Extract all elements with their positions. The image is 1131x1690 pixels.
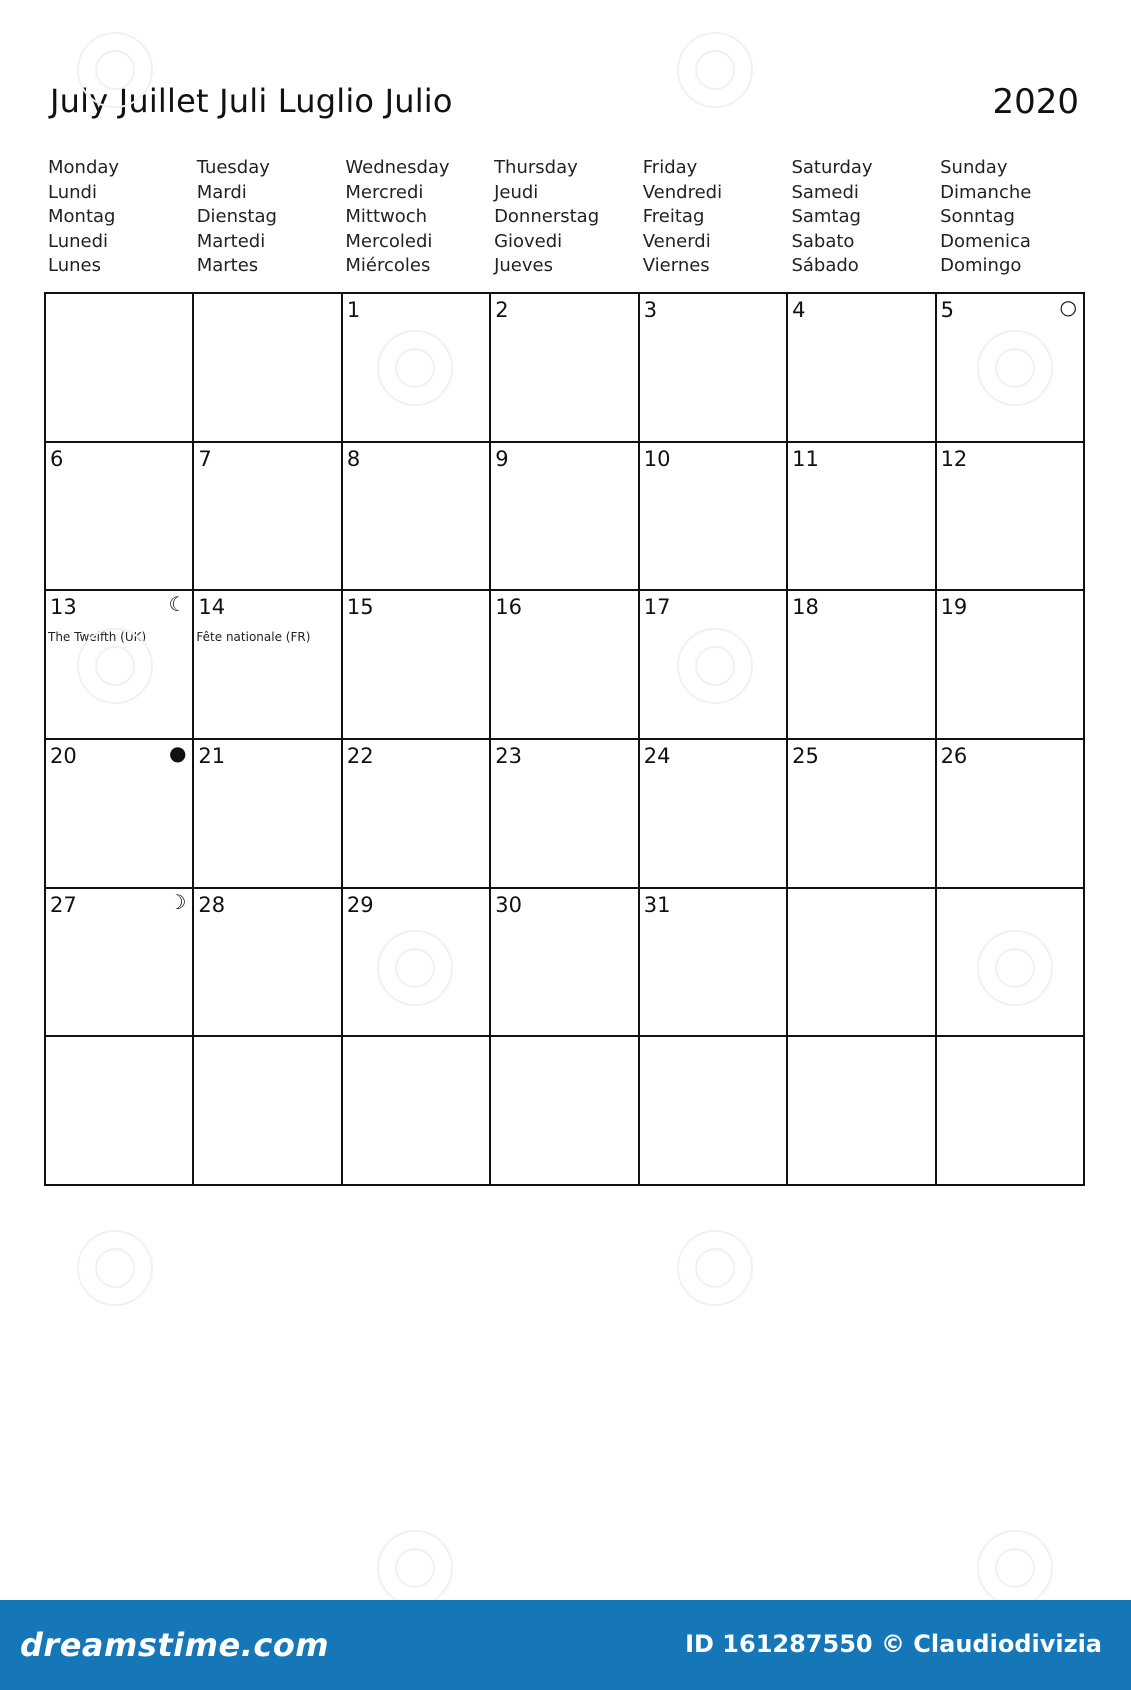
watermark-swirl-icon bbox=[677, 1230, 753, 1306]
weekday-de: Mittwoch bbox=[345, 206, 428, 228]
day-number: 15 bbox=[346, 595, 374, 620]
watermark-swirl-icon bbox=[677, 628, 753, 704]
day-number: 23 bbox=[495, 744, 523, 768]
day-number: 1 bbox=[346, 298, 361, 322]
calendar-empty-cell bbox=[46, 294, 194, 443]
day-number: 24 bbox=[643, 744, 671, 768]
calendar-day-cell bbox=[491, 889, 639, 1038]
calendar-day-cell bbox=[937, 443, 1085, 592]
weekday-it: Venerdi bbox=[642, 230, 711, 252]
calendar-empty-cell bbox=[640, 1037, 788, 1186]
day-number: 25 bbox=[792, 744, 819, 768]
day-number: 2 bbox=[495, 298, 509, 322]
weekday-header-thursday bbox=[490, 156, 639, 279]
weekday-en: Saturday bbox=[791, 157, 873, 178]
day-number: 31 bbox=[643, 892, 671, 917]
watermark-swirl-icon bbox=[377, 930, 453, 1006]
weekday-fr: Vendredi bbox=[642, 181, 723, 203]
calendar-day-cell bbox=[343, 443, 491, 592]
watermark-swirl-icon bbox=[977, 930, 1053, 1006]
weekday-es: Sábado bbox=[791, 255, 859, 277]
weekday-fr: Mercredi bbox=[345, 181, 424, 203]
calendar-day-cell bbox=[194, 443, 342, 592]
day-number: 26 bbox=[940, 744, 968, 768]
calendar-day-cell bbox=[640, 294, 788, 443]
watermark-swirl-icon bbox=[977, 1530, 1053, 1606]
calendar-day-cell bbox=[640, 889, 788, 1038]
calendar-day-cell bbox=[788, 443, 936, 592]
weekday-fr: Lundi bbox=[48, 181, 97, 203]
calendar-empty-cell bbox=[194, 1037, 342, 1186]
day-number: 13 bbox=[50, 595, 77, 620]
weekday-it: Giovedi bbox=[494, 230, 563, 252]
weekday-header-sunday bbox=[936, 156, 1085, 279]
day-number: 6 bbox=[50, 446, 64, 471]
day-number: 3 bbox=[643, 298, 658, 322]
footer-bar bbox=[0, 1600, 1131, 1690]
calendar-day-cell bbox=[640, 740, 788, 889]
day-number: 27 bbox=[50, 892, 77, 917]
weekday-es: Domingo bbox=[940, 255, 1022, 277]
weekday-de: Donnerstag bbox=[494, 206, 600, 228]
weekday-en: Tuesday bbox=[196, 157, 270, 178]
holiday-label: The Twelfth (UK) bbox=[48, 630, 147, 645]
weekday-es: Miércoles bbox=[345, 255, 431, 277]
calendar-title: July Juillet Juli Luglio Julio bbox=[50, 82, 453, 120]
calendar-empty-cell bbox=[937, 1037, 1085, 1186]
moon-phase-icon: ● bbox=[168, 741, 187, 765]
weekday-it: Domenica bbox=[940, 230, 1031, 252]
calendar-empty-cell bbox=[46, 1037, 194, 1186]
watermark-swirl-icon bbox=[377, 330, 453, 406]
day-number: 12 bbox=[940, 446, 968, 471]
image-id-credit: ID 161287550 © Claudiodivizia bbox=[685, 1630, 1102, 1658]
weekday-fr: Dimanche bbox=[940, 181, 1032, 203]
day-number: 8 bbox=[346, 446, 361, 471]
moon-phase-icon: ○ bbox=[1059, 295, 1077, 319]
calendar-day-cell bbox=[343, 740, 491, 889]
calendar-day-cell bbox=[491, 443, 639, 592]
day-number: 22 bbox=[346, 744, 374, 768]
weekday-en: Thursday bbox=[494, 157, 578, 178]
day-number: 4 bbox=[792, 298, 806, 322]
weekday-fr: Mardi bbox=[196, 181, 247, 203]
weekday-en: Sunday bbox=[940, 157, 1008, 178]
weekday-en: Wednesday bbox=[345, 157, 450, 178]
calendar-year: 2020 bbox=[992, 82, 1079, 122]
weekday-header-saturday bbox=[787, 156, 936, 279]
calendar-day-cell bbox=[937, 591, 1085, 740]
calendar-empty-cell bbox=[194, 294, 342, 443]
weekday-de: Sonntag bbox=[940, 206, 1015, 228]
calendar-day-cell bbox=[788, 740, 936, 889]
watermark-swirl-icon bbox=[677, 32, 753, 108]
moon-phase-icon: ☽ bbox=[168, 889, 187, 914]
moon-phase-icon: ☾ bbox=[168, 592, 187, 617]
calendar-empty-cell bbox=[491, 1037, 639, 1186]
weekday-en: Monday bbox=[48, 157, 120, 178]
weekday-de: Dienstag bbox=[196, 206, 277, 228]
calendar-day-cell bbox=[788, 591, 936, 740]
weekday-de: Samtag bbox=[791, 206, 861, 228]
calendar-day-cell bbox=[788, 294, 936, 443]
day-number: 10 bbox=[643, 446, 671, 471]
calendar-day-cell bbox=[937, 740, 1085, 889]
weekday-fr: Samedi bbox=[791, 181, 859, 203]
weekday-es: Lunes bbox=[48, 255, 101, 277]
weekday-en: Friday bbox=[642, 157, 698, 178]
day-number: 9 bbox=[495, 446, 509, 471]
day-number: 21 bbox=[198, 744, 226, 768]
weekday-es: Martes bbox=[196, 255, 259, 277]
calendar-day-cell bbox=[194, 591, 342, 740]
day-number: 18 bbox=[792, 595, 819, 620]
watermark-swirl-icon bbox=[377, 1530, 453, 1606]
calendar-day-cell bbox=[194, 740, 342, 889]
weekday-fr: Jeudi bbox=[494, 181, 539, 203]
weekday-header-wednesday bbox=[341, 156, 490, 279]
weekday-de: Freitag bbox=[642, 206, 705, 228]
calendar-day-cell bbox=[194, 889, 342, 1038]
weekday-it: Lunedi bbox=[48, 230, 109, 252]
holiday-label: Fête nationale (FR) bbox=[196, 630, 311, 645]
weekday-es: Viernes bbox=[642, 255, 710, 277]
day-number: 16 bbox=[495, 595, 523, 620]
watermark-swirl-icon bbox=[977, 330, 1053, 406]
calendar-day-cell bbox=[46, 740, 194, 889]
calendar-day-cell bbox=[46, 889, 194, 1038]
calendar-day-cell bbox=[46, 443, 194, 592]
day-number: 28 bbox=[198, 892, 226, 917]
weekday-header-tuesday bbox=[193, 156, 342, 279]
day-number: 20 bbox=[50, 744, 77, 768]
calendar-empty-cell bbox=[343, 1037, 491, 1186]
brand-logo[interactable]: dreamstime.com bbox=[20, 1626, 330, 1664]
calendar-empty-cell bbox=[788, 1037, 936, 1186]
day-number: 19 bbox=[940, 595, 968, 620]
calendar-day-cell bbox=[491, 294, 639, 443]
day-number: 5 bbox=[940, 298, 954, 322]
calendar-day-cell bbox=[491, 740, 639, 889]
calendar-day-cell bbox=[640, 443, 788, 592]
calendar-day-cell bbox=[491, 591, 639, 740]
day-number: 17 bbox=[643, 595, 671, 620]
day-number: 29 bbox=[346, 892, 374, 917]
weekday-header-friday bbox=[639, 156, 788, 279]
watermark-swirl-icon bbox=[77, 1230, 153, 1306]
day-number: 30 bbox=[495, 892, 523, 917]
weekday-de: Montag bbox=[48, 206, 116, 228]
watermark-swirl-icon bbox=[77, 628, 153, 704]
calendar-empty-cell bbox=[788, 889, 936, 1038]
watermark-swirl-icon bbox=[77, 32, 153, 108]
weekday-es: Jueves bbox=[494, 255, 553, 277]
calendar-day-cell bbox=[343, 591, 491, 740]
weekday-header-monday bbox=[44, 156, 193, 279]
day-number: 11 bbox=[792, 446, 819, 471]
weekday-it: Sabato bbox=[791, 230, 855, 252]
weekday-header-row bbox=[44, 156, 1085, 279]
day-number: 7 bbox=[198, 446, 212, 471]
calendar-grid bbox=[44, 292, 1085, 1186]
weekday-it: Martedi bbox=[196, 230, 266, 252]
day-number: 14 bbox=[198, 595, 226, 620]
weekday-it: Mercoledi bbox=[345, 230, 433, 252]
